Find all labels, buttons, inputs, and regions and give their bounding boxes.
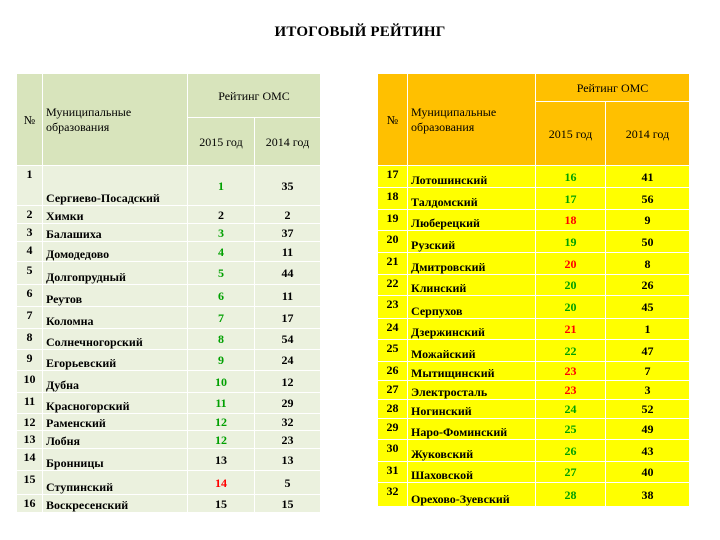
municipality-name: Раменский	[43, 414, 188, 431]
row-number: 15	[17, 471, 43, 495]
rating-2015: 8	[188, 329, 255, 350]
municipality-name: Рузский	[408, 231, 536, 253]
table-row	[17, 350, 321, 371]
municipality-name: Ногинский	[408, 400, 536, 419]
row-number: 29	[378, 419, 408, 440]
rating-2015: 16	[536, 166, 606, 188]
rating-2014: 11	[255, 242, 321, 262]
left-table-body	[17, 166, 321, 513]
rating-2014: 29	[255, 393, 321, 414]
row-number: 7	[17, 307, 43, 329]
rating-2015: 23	[536, 362, 606, 381]
table-row	[17, 431, 321, 449]
row-number: 9	[17, 350, 43, 371]
rating-2014: 45	[606, 296, 690, 319]
municipality-name: Коломна	[43, 307, 188, 329]
rating-2015: 14	[188, 471, 255, 495]
table-row	[378, 253, 690, 275]
municipality-name: Долгопрудный	[43, 262, 188, 285]
header-year-2014: 2014 год	[606, 102, 690, 166]
municipality-name: Можайский	[408, 340, 536, 362]
rating-2014: 8	[606, 253, 690, 275]
municipality-name: Лобня	[43, 431, 188, 449]
municipality-name: Электросталь	[408, 381, 536, 400]
rating-2014: 52	[606, 400, 690, 419]
row-number: 17	[378, 166, 408, 188]
right-table-body	[378, 166, 690, 507]
rating-2015: 19	[536, 231, 606, 253]
table-row	[17, 242, 321, 262]
table-row	[378, 275, 690, 296]
rating-2015: 12	[188, 414, 255, 431]
rating-2015: 12	[188, 431, 255, 449]
row-number: 26	[378, 362, 408, 381]
table-row	[378, 400, 690, 419]
row-number: 10	[17, 371, 43, 393]
table-row	[378, 166, 690, 188]
rating-2015: 27	[536, 462, 606, 483]
municipality-name: Красногорский	[43, 393, 188, 414]
rating-2015: 26	[536, 440, 606, 462]
municipality-name: Химки	[43, 206, 188, 224]
rating-2014: 12	[255, 371, 321, 393]
rating-2014: 32	[255, 414, 321, 431]
rating-2014: 56	[606, 188, 690, 210]
rating-2015: 15	[188, 495, 255, 513]
table-row	[17, 285, 321, 307]
municipality-name: Солнечногорский	[43, 329, 188, 350]
row-number: 28	[378, 400, 408, 419]
rating-2015: 23	[536, 381, 606, 400]
rating-2015: 22	[536, 340, 606, 362]
table-row	[17, 262, 321, 285]
rating-2014: 49	[606, 419, 690, 440]
rating-2014: 38	[606, 483, 690, 507]
rating-2014: 23	[255, 431, 321, 449]
row-number: 24	[378, 319, 408, 340]
rating-2015: 6	[188, 285, 255, 307]
header-year-2015: 2015 год	[536, 102, 606, 166]
rating-2014: 24	[255, 350, 321, 371]
rating-2014: 40	[606, 462, 690, 483]
table-row	[17, 449, 321, 471]
municipality-name: Дмитровский	[408, 253, 536, 275]
municipality-name: Сергиево-Посадский	[43, 166, 188, 206]
rating-2014: 9	[606, 210, 690, 231]
table-row	[17, 495, 321, 513]
row-number: 3	[17, 224, 43, 242]
municipality-name: Жуковский	[408, 440, 536, 462]
row-number: 13	[17, 431, 43, 449]
table-row	[378, 440, 690, 462]
rating-2014: 1	[606, 319, 690, 340]
row-number: 12	[17, 414, 43, 431]
row-number: 8	[17, 329, 43, 350]
rating-2014: 54	[255, 329, 321, 350]
municipality-name: Бронницы	[43, 449, 188, 471]
row-number: 18	[378, 188, 408, 210]
municipality-name: Дубна	[43, 371, 188, 393]
rating-2014: 44	[255, 262, 321, 285]
row-number: 23	[378, 296, 408, 319]
rating-2015: 9	[188, 350, 255, 371]
rating-2015: 20	[536, 253, 606, 275]
row-number: 6	[17, 285, 43, 307]
table-row	[17, 307, 321, 329]
table-row	[17, 206, 321, 224]
rating-2015: 24	[536, 400, 606, 419]
municipality-name: Клинский	[408, 275, 536, 296]
header-year-2015: 2015 год	[188, 118, 255, 166]
rating-2014: 26	[606, 275, 690, 296]
row-number: 31	[378, 462, 408, 483]
rating-2014: 35	[255, 166, 321, 206]
row-number: 4	[17, 242, 43, 262]
municipality-name: Мытищинский	[408, 362, 536, 381]
table-row	[17, 371, 321, 393]
rating-2015: 11	[188, 393, 255, 414]
rating-2015: 13	[188, 449, 255, 471]
row-number: 21	[378, 253, 408, 275]
rating-2014: 3	[606, 381, 690, 400]
row-number: 19	[378, 210, 408, 231]
row-number: 32	[378, 483, 408, 507]
table-row	[378, 210, 690, 231]
rating-2015: 25	[536, 419, 606, 440]
table-row	[17, 224, 321, 242]
rating-2015: 5	[188, 262, 255, 285]
table-row	[378, 462, 690, 483]
table-row	[17, 329, 321, 350]
row-number: 2	[17, 206, 43, 224]
row-number: 25	[378, 340, 408, 362]
header-number: №	[378, 74, 408, 166]
rating-2014: 5	[255, 471, 321, 495]
rating-2015: 1	[188, 166, 255, 206]
rating-2015: 7	[188, 307, 255, 329]
municipality-name: Наро-Фоминский	[408, 419, 536, 440]
table-row	[17, 414, 321, 431]
rating-2015: 21	[536, 319, 606, 340]
row-number: 27	[378, 381, 408, 400]
rating-2014: 17	[255, 307, 321, 329]
rating-2014: 2	[255, 206, 321, 224]
municipality-name: Лотошинский	[408, 166, 536, 188]
header-number: №	[17, 74, 43, 166]
row-number: 11	[17, 393, 43, 414]
municipality-name: Балашиха	[43, 224, 188, 242]
rating-table-right	[377, 73, 690, 507]
table-row	[17, 166, 321, 206]
rating-2015: 20	[536, 296, 606, 319]
municipality-name: Реутов	[43, 285, 188, 307]
row-number: 5	[17, 262, 43, 285]
row-number: 14	[17, 449, 43, 471]
municipality-name: Егорьевский	[43, 350, 188, 371]
rating-2015: 28	[536, 483, 606, 507]
municipality-name: Орехово-Зуевский	[408, 483, 536, 507]
table-row	[378, 188, 690, 210]
rating-2014: 41	[606, 166, 690, 188]
rating-2015: 2	[188, 206, 255, 224]
rating-2015: 10	[188, 371, 255, 393]
municipality-name: Дзержинский	[408, 319, 536, 340]
municipality-name: Домодедово	[43, 242, 188, 262]
rating-2015: 18	[536, 210, 606, 231]
page-title: ИТОГОВЫЙ РЕЙТИНГ	[274, 24, 446, 40]
rating-2014: 43	[606, 440, 690, 462]
table-row	[378, 483, 690, 507]
rating-2015: 4	[188, 242, 255, 262]
table-row	[378, 419, 690, 440]
header-year-2014: 2014 год	[255, 118, 321, 166]
municipality-name: Шаховской	[408, 462, 536, 483]
rating-2014: 15	[255, 495, 321, 513]
table-row	[378, 381, 690, 400]
header-rating-group: Рейтинг ОМС	[536, 74, 690, 102]
municipality-name: Серпухов	[408, 296, 536, 319]
row-number: 20	[378, 231, 408, 253]
rating-2015: 3	[188, 224, 255, 242]
municipality-name: Люберецкий	[408, 210, 536, 231]
header-municipality: Муниципальные образования	[43, 74, 188, 166]
rating-2015: 20	[536, 275, 606, 296]
table-row	[378, 340, 690, 362]
table-row	[378, 231, 690, 253]
table-row	[378, 296, 690, 319]
table-row	[17, 393, 321, 414]
municipality-name: Воскресенский	[43, 495, 188, 513]
table-row	[378, 362, 690, 381]
table-row	[17, 471, 321, 495]
rating-2015: 17	[536, 188, 606, 210]
row-number: 22	[378, 275, 408, 296]
rating-2014: 13	[255, 449, 321, 471]
rating-2014: 37	[255, 224, 321, 242]
rating-table-left	[16, 73, 321, 513]
rating-2014: 11	[255, 285, 321, 307]
municipality-name: Талдомский	[408, 188, 536, 210]
row-number: 1	[17, 166, 43, 206]
rating-2014: 50	[606, 231, 690, 253]
row-number: 16	[17, 495, 43, 513]
municipality-name: Ступинский	[43, 471, 188, 495]
rating-2014: 47	[606, 340, 690, 362]
header-municipality: Муниципальные образования	[408, 74, 536, 166]
header-rating-group: Рейтинг ОМС	[188, 74, 321, 118]
rating-2014: 7	[606, 362, 690, 381]
row-number: 30	[378, 440, 408, 462]
table-row	[378, 319, 690, 340]
